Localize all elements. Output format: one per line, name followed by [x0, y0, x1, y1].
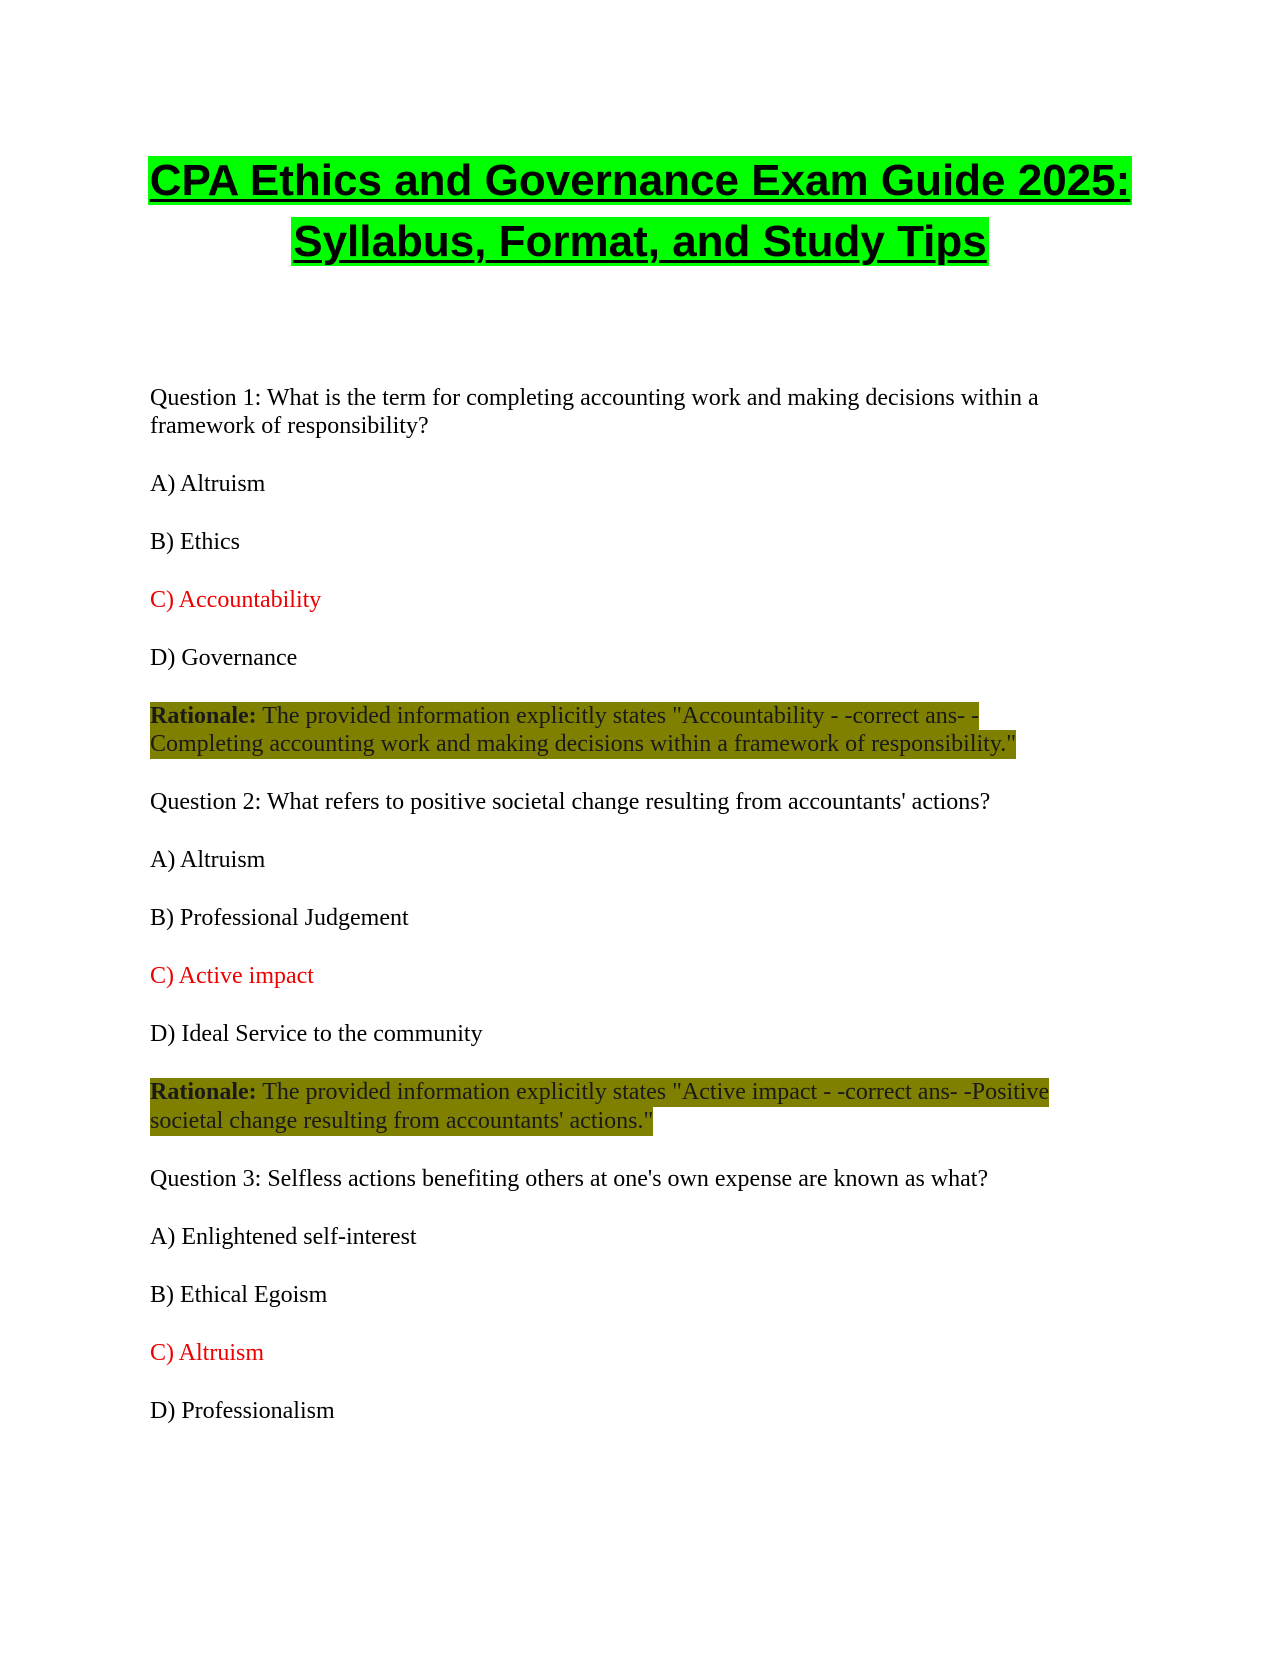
question-2-rationale-line-1: [150, 1078, 1049, 1107]
question-1-text-line-2: framework of responsibility?: [150, 413, 429, 439]
question-1-option-a: A) Altruism: [150, 471, 266, 497]
question-3-option-c-correct: C) Altruism: [150, 1340, 265, 1366]
question-2-text-line-1: Question 2: What refers to positive societal change resulting from accountants' actions?: [150, 789, 991, 815]
question-1-rationale-line-2: Completing accounting work and making decisions within a framework of responsibility.": [150, 731, 1017, 757]
question-1-rationale-line-1: [150, 702, 979, 731]
question-1-option-b: B) Ethics: [150, 529, 240, 555]
question-2-option-a: A) Altruism: [150, 847, 266, 873]
title-highlight-1: CPA Ethics and Governance Exam Guide 2025:: [149, 156, 1131, 205]
rationale-text: The provided information explicitly states "Active impact - -correct ans- -Positive: [256, 1079, 1050, 1105]
question-2-option-d: D) Ideal Service to the community: [150, 1021, 483, 1047]
question-3-option-b: B) Ethical Egoism: [150, 1282, 328, 1308]
question-2-option-c-correct: C) Active impact: [150, 963, 314, 989]
rationale-label: Rationale:: [150, 703, 257, 729]
question-2-rationale-line-2: societal change resulting from accountants' actions.": [150, 1108, 654, 1134]
question-2-option-b: B) Professional Judgement: [150, 905, 409, 931]
document-title-line-2: [0, 212, 1280, 272]
rationale-text: The provided information explicitly states "Accountability - -correct ans- -: [256, 703, 980, 729]
document-title-line-1: [0, 151, 1280, 211]
question-1-option-c-correct: C) Accountability: [150, 587, 322, 613]
rationale-label: Rationale:: [150, 1079, 257, 1105]
question-3-option-d: D) Professionalism: [150, 1398, 335, 1424]
question-1-text-line-1: Question 1: What is the term for completing accounting work and making decisions within a: [150, 385, 1039, 411]
question-1-option-d: D) Governance: [150, 645, 298, 671]
title-highlight-2: Syllabus, Format, and Study Tips: [293, 217, 987, 266]
question-3-option-a: A) Enlightened self-interest: [150, 1224, 417, 1250]
question-3-text-line-1: Question 3: Selfless actions benefiting others at one's own expense are known as what?: [150, 1166, 989, 1192]
